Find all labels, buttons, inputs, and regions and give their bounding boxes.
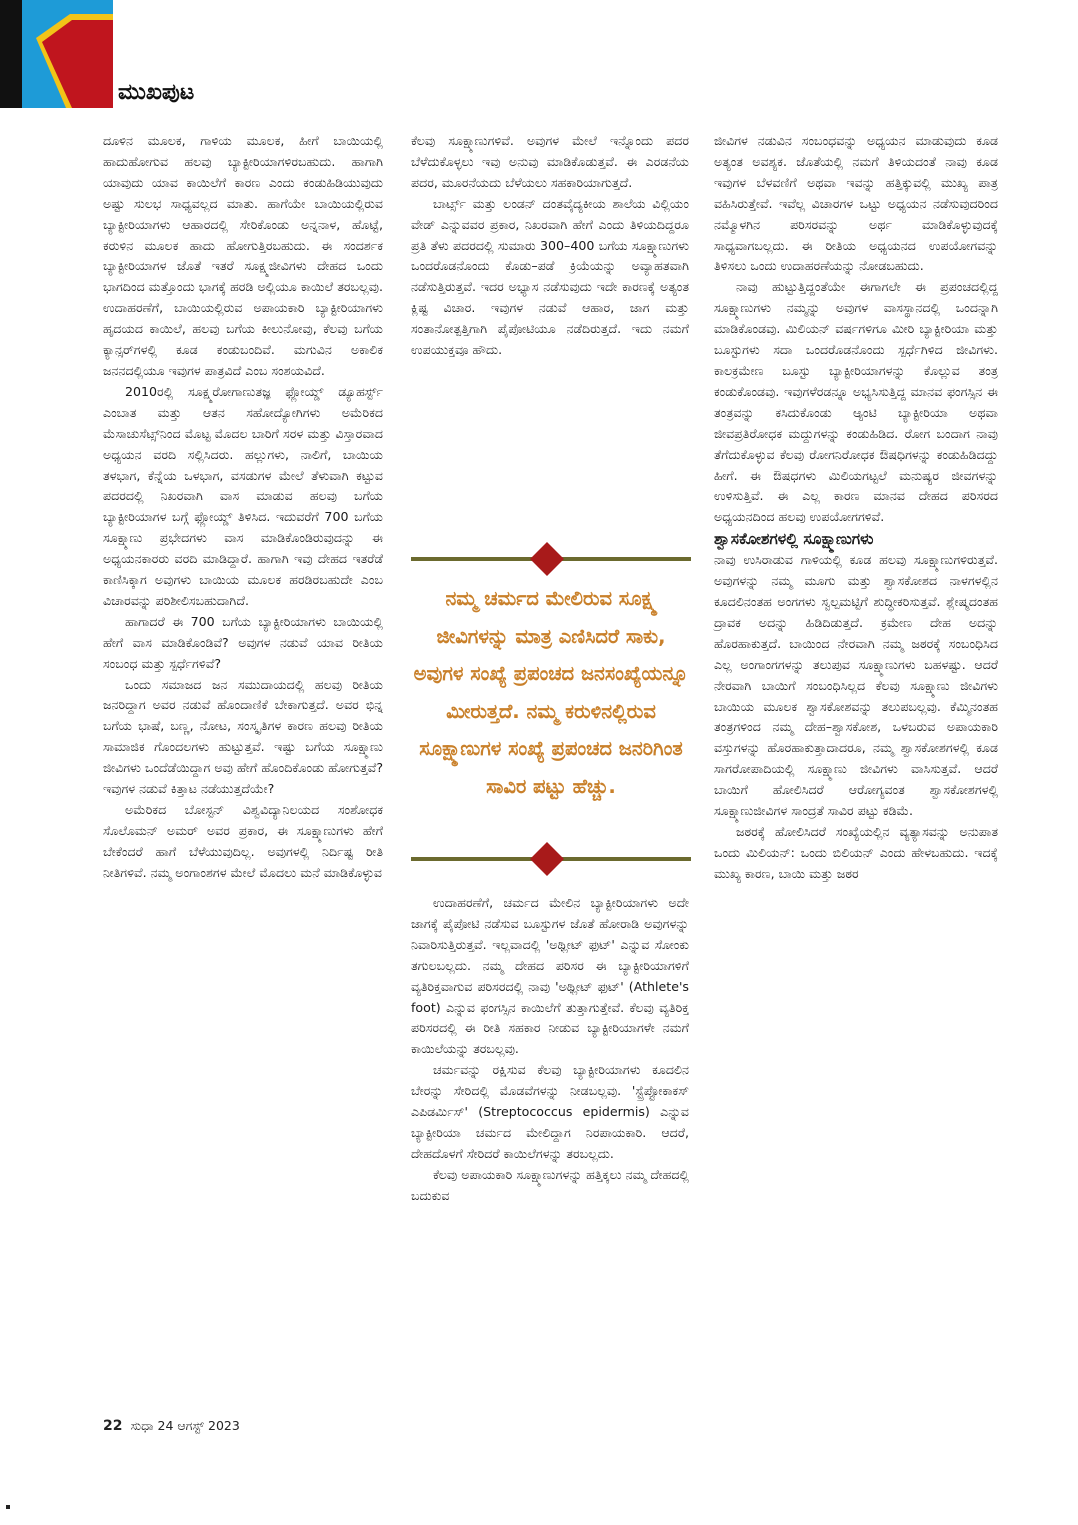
column-3: [714, 131, 998, 885]
paragraph: ಕೆಲವು ಅಪಾಯಕಾರಿ ಸೂಕ್ಷ್ಮಾಣುಗಳನ್ನು ಹತ್ತಿಕ್ಕಲು ನಮ್ಮ ದೇಹದಲ್ಲಿ ಬದುಕುವ: [411, 1166, 689, 1203]
diamond-ornament-icon: [530, 542, 564, 576]
pull-quote-text: ನಮ್ಮ ಚರ್ಮದ ಮೇಲಿರುವ ಸೂಕ್ಷ್ಮ ಜೀವಿಗಳನ್ನು ಮಾತ್ರ ಎಣಿಸಿದರೆ ಸಾಕು, ಅವುಗಳ ಸಂಖ್ಯೆ ಪ್ರಪಂಚದ ಜನಸಂಖ್ಯೆಯನ್ನೂ ಮೀರುತ್ತದೆ. ನಮ್ಮ ಕರುಳಿನಲ್ಲಿರುವ ಸೂಕ್ಷ್ಮಾಣುಗಳ ಸಂಖ್ಯೆ ಪ್ರಪಂಚದ ಜನರಿಗಿಂತ ಸಾವಿರ ಪಟ್ಟು ಹೆಚ್ಚು.: [413, 587, 689, 798]
paragraph: ಹಾಗಾದರೆ ಈ 700 ಬಗೆಯ ಬ್ಯಾಕ್ಟೀರಿಯಾಗಳು ಬಾಯಿಯಲ್ಲಿ ಹೇಗೆ ವಾಸ ಮಾಡಿಕೊಂಡಿವೆ? ಅವುಗಳ ನಡುವೆ ಯಾವ ರೀತಿಯ ಸಂಬಂಧ ಮತ್ತು ಸ್ಪರ್ಧೆಗಳಿವೆ?: [103, 613, 383, 671]
crop-mark: [6, 1505, 10, 1509]
paragraph: ಕೆಲವು ಸೂಕ್ಷ್ಮಾಣುಗಳಿವೆ. ಅವುಗಳ ಮೇಲೆ ಇನ್ನೊಂದು ಪದರ ಬೆಳೆದುಕೊಳ್ಳಲು ಇವು ಅನುವು ಮಾಡಿಕೊಡುತ್ತವೆ. ಈ ಎರಡನೆಯ ಪದರ, ಮೂರನೆಯದು ಬೆಳೆಯಲು ಸಹಕಾರಿಯಾಗುತ್ತದೆ.: [411, 133, 689, 190]
page-number: 22: [103, 1418, 123, 1434]
paragraph: ಜೀವಿಗಳ ನಡುವಿನ ಸಂಬಂಧವನ್ನು ಅಧ್ಯಯನ ಮಾಡುವುದು ಕೂಡ ಅತ್ಯಂತ ಅವಶ್ಯಕ. ಜೊತೆಯಲ್ಲಿ ನಮಗೆ ತಿಳಿಯದಂತೆ ನಾವು ಕೂಡ ಇವುಗಳ ಬೆಳವಣಿಗೆ ಅಥವಾ ಇವನ್ನು ಹತ್ತಿಕ್ಕುವಲ್ಲಿ ಮುಖ್ಯ ಪಾತ್ರ ವಹಿಸಿರುತ್ತೇವೆ. ಇವೆಲ್ಲ ವಿಚಾರಗಳ ಒಟ್ಟು ಅಧ್ಯಯನ ನಡೆಸುವುದರಿಂದ ನಮ್ಮೊಳಗಿನ ಪರಿಸರವನ್ನು ಅರ್ಥ ಮಾಡಿಕೊಳ್ಳುವುದಕ್ಕೆ ಸಾಧ್ಯವಾಗಬಲ್ಲದು. ಈ ರೀತಿಯ ಅಧ್ಯಯನದ ಉಪಯೋಗವನ್ನು ತಿಳಿಸಲು ಒಂದು ಉದಾಹರಣೆಯನ್ನು ನೋಡಬಹುದು.: [714, 133, 998, 274]
paragraph: ನಾವು ಹುಟ್ಟುತ್ತಿದ್ದಂತೆಯೇ ಈಗಾಗಲೇ ಈ ಪ್ರಪಂಚದಲ್ಲಿದ್ದ ಸೂಕ್ಷ್ಮಾಣುಗಳು ನಮ್ಮನ್ನು ಅವುಗಳ ವಾಸಸ್ಥಾನದಲ್ಲಿ ಒಂದನ್ನಾಗಿ ಮಾಡಿಕೊಂಡವು. ಮಿಲಿಯನ್ ವರ್ಷಗಳಿಗೂ ಮೀರಿ ಬ್ಯಾಕ್ಟೀರಿಯಾ ಮತ್ತು ಬೂಸ್ಟುಗಳು ಸದಾ ಒಂದರೊಡನೊಂದು ಸ್ಪರ್ಧೆಗಿಳಿದ ಜೀವಿಗಳು. ಕಾಲಕ್ರಮೇಣ ಬೂಸ್ಟು ಬ್ಯಾಕ್ಟೀರಿಯಾಗಳನ್ನು ಕೊಲ್ಲುವ ತಂತ್ರ ಕಂಡುಕೊಂಡವು. ಇವುಗಳೆರಡನ್ನೂ ಅಭ್ಯಸಿಸುತ್ತಿದ್ದ ಮಾನವ ಫಂಗಸ್ಸಿನ ಈ ತಂತ್ರವನ್ನು ಕಸಿದುಕೊಂಡು ಆ್ಯಂಟಿ ಬ್ಯಾಕ್ಟೀರಿಯಾ ಅಥವಾ ಜೀವಪ್ರತಿರೋಧಕ ಮದ್ದುಗಳನ್ನು ಕಂಡುಹಿಡಿದ. ರೋಗ ಬಂದಾಗ ನಾವು ತೆಗೆದುಕೊಳ್ಳುವ ಕೆಲವು ರೋಗನಿರೋಧಕ ಔಷಧಿಗಳನ್ನು ಕಂಡುಹಿಡಿದದ್ದು ಹೀಗೆ. ಈ ಔಷಧಗಳು ಮಿಲಿಯಗಟ್ಟಲೆ ಮನುಷ್ಯರ ಜೀವಗಳನ್ನು ಉಳಿಸುತ್ತಿವೆ. ಈ ಎಲ್ಲ ಕಾರಣ ಮಾನವ ದೇಹದ ಪರಿಸರದ ಅಧ್ಯಯನದಿಂದ ಹಲವು ಉಪಯೋಗಗಳಿವೆ.: [714, 279, 998, 525]
column-2-upper: [411, 131, 689, 361]
pull-quote: [411, 552, 691, 864]
page-footer: [103, 1418, 240, 1434]
paragraph: ಬಾರ್ಟ್ಸ್ ಮತ್ತು ಲಂಡನ್ ದಂತವೈದ್ಯಕೀಯ ಶಾಲೆಯ ವಿಲ್ಲಿಯಂ ವೇಡ್ ಎನ್ನುವವರ ಪ್ರಕಾರ, ನಿಖರವಾಗಿ ಹೇಗೆ ಎಂದು ತಿಳಿಯದಿದ್ದರೂ ಪ್ರತಿ ತೆಳು ಪದರದಲ್ಲಿ ಸುಮಾರು 300–400 ಬಗೆಯ ಸೂಕ್ಷ್ಮಾಣುಗಳು ಒಂದರೊಡನೊಂದು ಕೊಡು–ಪಡೆ ಕ್ರಿಯೆಯನ್ನು ಅವ್ಯಾಹತವಾಗಿ ನಡೆಸುತ್ತಿರುತ್ತವೆ. ಇದರ ಅಭ್ಯಾಸ ನಡೆಸುವುದು ಇದೇ ಕಾರಣಕ್ಕೆ ಅತ್ಯಂತ ಕ್ಲಿಷ್ಟ ವಿಚಾರ. ಇವುಗಳ ನಡುವೆ ಆಹಾರ, ಜಾಗ ಮತ್ತು ಸಂತಾನೋತ್ಪತ್ತಿಗಾಗಿ ಪೈಪೋಟಿಯೂ ನಡೆದಿರುತ್ತದೆ. ಇದು ನಮಗೆ ಉಪಯುಕ್ತವೂ ಹೌದು.: [411, 195, 689, 358]
paragraph: ಜಠರಕ್ಕೆ ಹೋಲಿಸಿದರೆ ಸಂಖ್ಯೆಯಲ್ಲಿನ ವ್ಯತ್ಯಾಸವನ್ನು ಅನುಪಾತ ಒಂದು ಮಿಲಿಯನ್: ಒಂದು ಬಿಲಿಯನ್ ಎಂದು ಹೇಳಬಹುದು. ಇದಕ್ಕೆ ಮುಖ್ಯ ಕಾರಣ, ಬಾಯಿ ಮತ್ತು ಜಠರ: [714, 824, 998, 881]
paragraph: ಚರ್ಮವನ್ನು ರಕ್ಷಿಸುವ ಕೆಲವು ಬ್ಯಾಕ್ಟೀರಿಯಾಗಳು ಕೂದಲಿನ ಬೇರನ್ನು ಸೇರಿದಲ್ಲಿ ಮೊಡವೆಗಳನ್ನು ನೀಡಬಲ್ಲವು. 'ಸ್ಟ್ರೆಪ್ಟೋಕಾಕಸ್ ಎಪಿಡರ್ಮಿಸ್' (Streptococcus epidermis) ಎನ್ನುವ ಬ್ಯಾಕ್ಟೀರಿಯಾ ಚರ್ಮದ ಮೇಲಿದ್ದಾಗ ನಿರಪಾಯಕಾರಿ. ಆದರೆ, ದೇಹದೊಳಗೆ ಸೇರಿದರೆ ಕಾಯಿಲೆಗಳನ್ನು ತರಬಲ್ಲದು.: [411, 1062, 689, 1161]
diamond-ornament-icon: [530, 842, 564, 876]
column-2-lower: [411, 893, 689, 1207]
column-1: [103, 131, 383, 884]
section-logo-icon: [22, 0, 113, 108]
subheading: ಶ್ವಾಸಕೋಶಗಳಲ್ಲಿ ಸೂಕ್ಷ್ಮಾಣುಗಳು: [714, 530, 874, 549]
paragraph: ದೂಳಿನ ಮೂಲಕ, ಗಾಳಿಯ ಮೂಲಕ, ಹೀಗೆ ಬಾಯಿಯಲ್ಲಿ ಹಾದುಹೋಗುವ ಹಲವು ಬ್ಯಾಕ್ಟೀರಿಯಾಗಳಿರಬಹುದು. ಹಾಗಾಗಿ ಯಾವುದು ಯಾವ ಕಾಯಿಲೆಗೆ ಕಾರಣ ಎಂದು ಕಂಡುಹಿಡಿಯುವುದು ಅಷ್ಟು ಸುಲಭ ಸಾಧ್ಯವಲ್ಲದ ಮಾತು. ಹಾಗೆಯೇ ಬಾಯಿಯಲ್ಲಿರುವ ಬ್ಯಾಕ್ಟೀರಿಯಾಗಳು ಆಹಾರದಲ್ಲಿ ಸೇರಿಕೊಂಡು ಅನ್ನನಾಳ, ಹೊಟ್ಟೆ, ಕರುಳಿನ ಮೂಲಕ ಹಾದು ಹೋಗುತ್ತಿರಬಹುದು. ಈ ಸಂದರ್ಶಕ ಬ್ಯಾಕ್ಟೀರಿಯಾಗಳ ಜೊತೆ ಇತರೆ ಸೂಕ್ಷ್ಮಜೀವಿಗಳು ದೇಹದ ಒಂದು ಭಾಗದಿಂದ ಮತ್ತೊಂದು ಭಾಗಕ್ಕೆ ಹರಡಿ ಅಲ್ಲಿಯೂ ಕಾಯಿಲೆ ತರಬಲ್ಲವು. ಉದಾಹರಣೆಗೆ, ಬಾಯಿಯಲ್ಲಿರುವ ಅಪಾಯಕಾರಿ ಬ್ಯಾಕ್ಟೀರಿಯಾಗಳು ಹೃದಯದ ಕಾಯಿಲೆ, ಹಲವು ಬಗೆಯ ಕೀಲುನೋವು, ಕೆಲವು ಬಗೆಯ ಕ್ಯಾನ್ಸರ್‌ಗಳಲ್ಲಿ ಕೂಡ ಕಂಡುಬಂದಿವೆ. ಮಗುವಿನ ಅಕಾಲಿಕ ಜನನದಲ್ಲಿಯೂ ಇವುಗಳ ಪಾತ್ರವಿದೆ ಎಂಬ ಸಂಶಯವಿದೆ.: [103, 133, 383, 378]
paragraph: 2010ರಲ್ಲಿ ಸೂಕ್ಷ್ಮರೋಗಾಣುತಜ್ಞ ಫ್ಲೋಯ್ಡ್ ಡ್ಯೂಹರ್ಸ್ಟ್ ಎಂಬಾತ ಮತ್ತು ಆತನ ಸಹೋದ್ಯೋಗಿಗಳು ಅಮೆರಿಕದ ಮೆಸಾಚುಸೆಟ್ಸ್‌ನಿಂದ ಮೊಟ್ಟ ಮೊದಲ ಬಾರಿಗೆ ಸರಳ ಮತ್ತು ವಿಸ್ತಾರವಾದ ಅಧ್ಯಯನ ವರದಿ ಸಲ್ಲಿಸಿದರು. ಹಲ್ಲುಗಳು, ನಾಲಿಗೆ, ಬಾಯಿಯ ತಳಭಾಗ, ಕೆನ್ನೆಯ ಒಳಭಾಗ, ವಸಡುಗಳ ಮೇಲೆ ತೆಳುವಾಗಿ ಕಟ್ಟುವ ಪದರದಲ್ಲಿ ನಿಖರವಾಗಿ ವಾಸ ಮಾಡುವ ಹಲವು ಬಗೆಯ ಬ್ಯಾಕ್ಟೀರಿಯಾಗಳ ಬಗ್ಗೆ ಫ್ಲೋಯ್ಡ್ ತಿಳಿಸಿದ. ಇದುವರೆಗೆ 700 ಬಗೆಯ ಸೂಕ್ಷ್ಮಾಣು ಪ್ರಭೇದಗಳು ವಾಸ ಮಾಡಿಕೊಂಡಿರುವುದನ್ನು ಈ ಅಧ್ಯಯನಕಾರರು ವರದಿ ಮಾಡಿದ್ದಾರೆ. ಹಾಗಾಗಿ ಇವು ದೇಹದ ಇತರೆಡೆ ಕಾಣಿಸಿಕ್ಕಾಗ ಅವುಗಳು ಬಾಯಿಯ ಮೂಲಕ ಹರಡಿರಬಹುದೇ ಎಂಬ ವಿಚಾರವನ್ನು ಪರಿಶೀಲಿಸಬಹುದಾಗಿದೆ.: [103, 383, 383, 608]
section-label: ಮುಖಪುಟ: [118, 80, 195, 105]
paragraph: ಅಮೆರಿಕದ ಬೋಸ್ಟನ್ ವಿಶ್ವವಿದ್ಯಾನಿಲಯದ ಸಂಶೋಧಕ ಸೊಲೊಮನ್ ಅಮರ್ ಅವರ ಪ್ರಕಾರ, ಈ ಸೂಕ್ಷ್ಮಾಣುಗಳು ಹೇಗೆ ಬೇಕೆಂದರೆ ಹಾಗೆ ಬೆಳೆಯುವುದಿಲ್ಲ. ಅವುಗಳಲ್ಲಿ ನಿರ್ದಿಷ್ಟ ರೀತಿ ನೀತಿಗಳಿವೆ. ನಮ್ಮ ಅಂಗಾಂಶಗಳ ಮೇಲೆ ಮೊದಲು ಮನೆ ಮಾಡಿಕೊಳ್ಳುವ: [103, 802, 383, 880]
paragraph: ಒಂದು ಸಮಾಜದ ಜನ ಸಮುದಾಯದಲ್ಲಿ ಹಲವು ರೀತಿಯ ಜನರಿದ್ದಾಗ ಅವರ ನಡುವೆ ಹೊಂದಾಣಿಕೆ ಬೇಕಾಗುತ್ತದೆ. ಅವರ ಭಿನ್ನ ಬಗೆಯ ಭಾಷೆ, ಬಣ್ಣ, ನೋಟ, ಸಂಸ್ಕೃತಿಗಳ ಕಾರಣ ಹಲವು ರೀತಿಯ ಸಾಮಾಜಿಕ ಗೊಂದಲಗಳು ಹುಟ್ಟುತ್ತವೆ. ಇಷ್ಟು ಬಗೆಯ ಸೂಕ್ಷ್ಮಾಣು ಜೀವಿಗಳು ಒಂದೆಡೆಯಿದ್ದಾಗ ಅವು ಹೇಗೆ ಹೊಂದಿಕೊಂಡು ಹೋಗುತ್ತವೆ? ಇವುಗಳ ನಡುವೆ ಕಿತ್ತಾಟ ನಡೆಯುತ್ತದೆಯೇ?: [103, 676, 383, 797]
paragraph: ನಾವು ಉಸಿರಾಡುವ ಗಾಳಿಯಲ್ಲಿ ಕೂಡ ಹಲವು ಸೂಕ್ಷ್ಮಾಣುಗಳಿರುತ್ತವೆ. ಅವುಗಳನ್ನು ನಮ್ಮ ಮೂಗು ಮತ್ತು ಶ್ವಾಸಕೋಶದ ನಾಳಗಳಲ್ಲಿನ ಕೂದಲಿನಂತಹ ಅಂಗಗಳು ಸ್ವಲ್ಪಮಟ್ಟಿಗೆ ಶುದ್ಧೀಕರಿಸುತ್ತವೆ. ಶ್ಲೇಷ್ಮದಂತಹ ದ್ರಾವಕ ಅದನ್ನು ಹಿಡಿದಿಡುತ್ತದೆ. ಕ್ರಮೇಣ ದೇಹ ಅದನ್ನು ಹೊರಹಾಕುತ್ತದೆ. ಬಾಯಿಂದ ನೇರವಾಗಿ ನಮ್ಮ ಜಠರಕ್ಕೆ ಸಂಬಂಧಿಸಿದ ಎಲ್ಲ ಅಂಗಾಂಗಗಳನ್ನು ತಲುಪುವ ಸೂಕ್ಷ್ಮಾಣುಗಳು ಬಹಳಷ್ಟು. ಆದರೆ ನೇರವಾಗಿ ಬಾಯಿಗೆ ಸಂಬಂಧಿಸಿಲ್ಲದ ಕೆಲವು ಸೂಕ್ಷ್ಮಾಣು ಜೀವಿಗಳು ಬಾಯಿಯ ಮೂಲಕ ಶ್ವಾಸಕೋಶವನ್ನು ತಲುಪಬಲ್ಲವು. ಕೆಮ್ಮಿನಂತಹ ತಂತ್ರಗಳಿಂದ ನಮ್ಮ ದೇಹ–ಶ್ವಾಸಕೋಶ, ಒಳಬರುವ ಅಪಾಯಕಾರಿ ವಸ್ತುಗಳನ್ನು ಹೊರಹಾಕುತ್ತಾದಾದರೂ, ನಮ್ಮ ಶ್ವಾಸಕೋಶಗಳಲ್ಲಿ ಕೂಡ ಸಾಗರೋಪಾದಿಯಲ್ಲಿ ಸೂಕ್ಷ್ಮಾಣು ಜೀವಿಗಳು ವಾಸಿಸುತ್ತವೆ. ಆದರೆ ಬಾಯಿಗೆ ಹೋಲಿಸಿದರೆ ಆರೋಗ್ಯವಂತ ಶ್ವಾಸಕೋಶಗಳಲ್ಲಿ ಸೂಕ್ಷ್ಮಾಣುಜೀವಿಗಳ ಸಾಂದ್ರತೆ ಸಾವಿರ ಪಟ್ಟು ಕಡಿಮೆ.: [714, 552, 998, 819]
magazine-date: ಸುಧಾ 24 ಆಗಸ್ಟ್ 2023: [130, 1418, 240, 1433]
paragraph: ಉದಾಹರಣೆಗೆ, ಚರ್ಮದ ಮೇಲಿನ ಬ್ಯಾಕ್ಟೀರಿಯಾಗಳು ಅದೇ ಜಾಗಕ್ಕೆ ಪೈಪೋಟಿ ನಡೆಸುವ ಬೂಸ್ಟುಗಳ ಜೊತೆ ಹೋರಾಡಿ ಅವುಗಳನ್ನು ನಿವಾರಿಸುತ್ತಿರುತ್ತವೆ. ಇಲ್ಲವಾದಲ್ಲಿ 'ಅಥ್ಲೀಟ್ ಫುಟ್' ಎನ್ನುವ ಸೋಂಕು ತಗುಲಬಲ್ಲದು. ನಮ್ಮ ದೇಹದ ಪರಿಸರ ಈ ಬ್ಯಾಕ್ಟೀರಿಯಾಗಳಿಗೆ ವ್ಯತಿರಿಕ್ತವಾಗುವ ಪರಿಸರದಲ್ಲಿ ನಾವು 'ಅಥ್ಲೀಟ್ ಫುಟ್' (Athlete's foot) ಎನ್ನುವ ಫಂಗಸ್ಸಿನ ಕಾಯಿಲೆಗೆ ತುತ್ತಾಗುತ್ತೇವೆ. ಕೆಲವು ವ್ಯತಿರಿಕ್ತ ಪರಿಸರದಲ್ಲಿ ಈ ರೀತಿ ಸಹಕಾರ ನೀಡುವ ಬ್ಯಾಕ್ಟೀರಿಯಾಗಳೇ ನಮಗೆ ಕಾಯಿಲೆಯನ್ನು ತರಬಲ್ಲವು.: [411, 895, 689, 1057]
